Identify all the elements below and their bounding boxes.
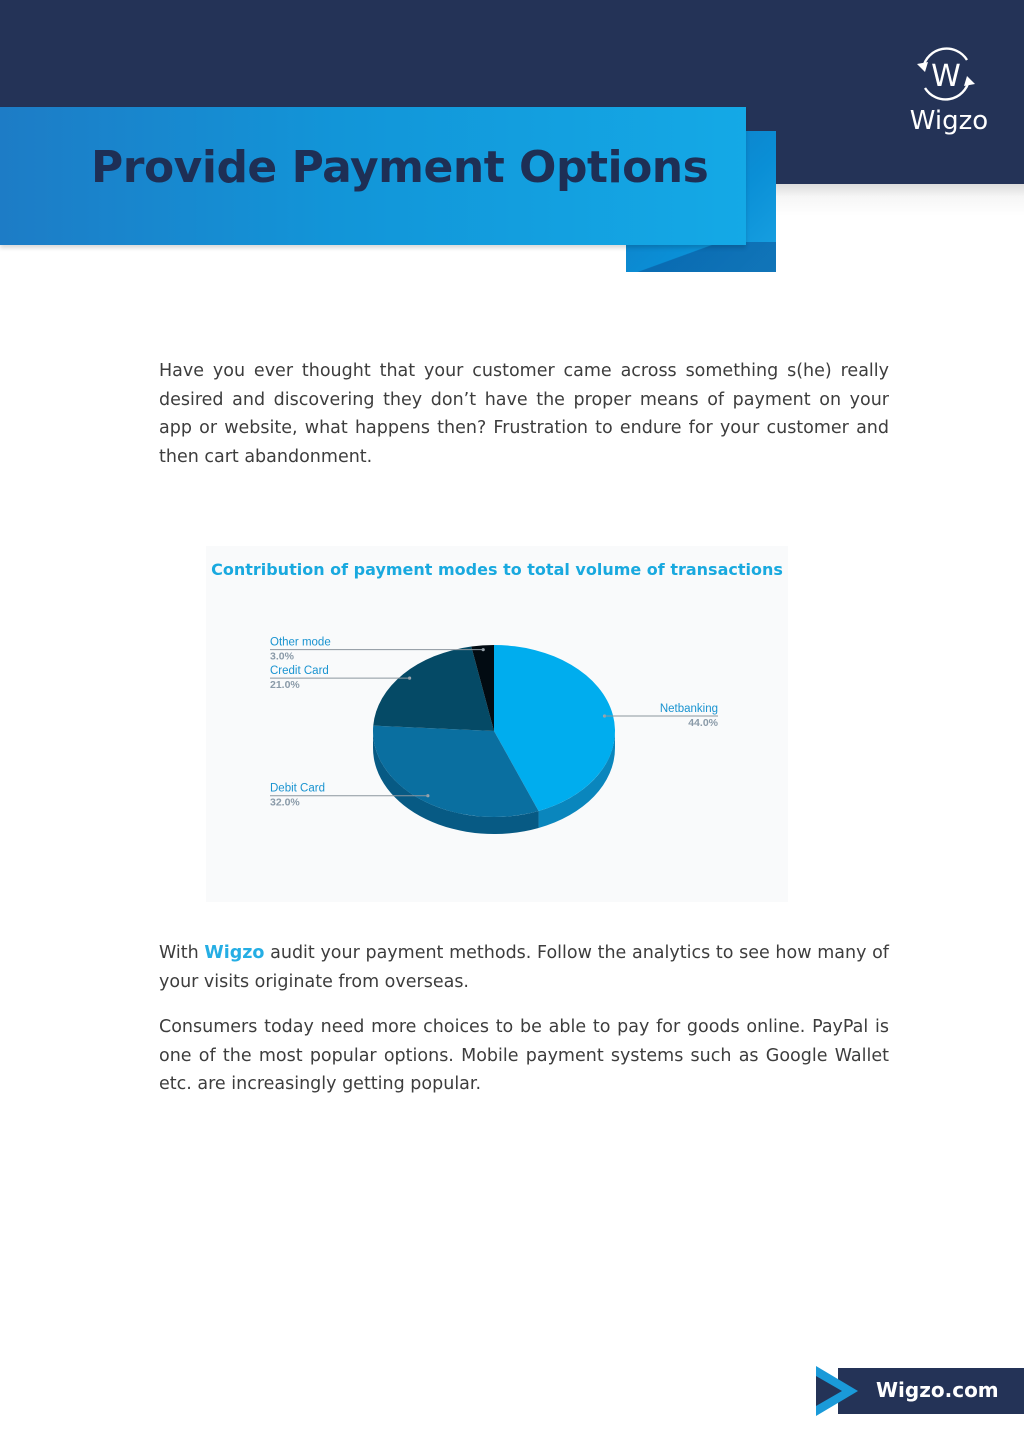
value-debit-card: 32.0% <box>270 796 300 809</box>
audit-brand: Wigzo <box>204 943 265 963</box>
logo-text: Wigzo <box>909 106 989 136</box>
label-credit-card: Credit Card <box>270 665 329 678</box>
value-netbanking: 44.0% <box>688 717 718 730</box>
value-credit-card: 21.0% <box>270 679 300 692</box>
payment-modes-chart <box>206 546 788 902</box>
logo-letter: W <box>931 59 961 94</box>
footer-arrow-icon <box>814 1366 860 1416</box>
consumers-paragraph: Consumers today need more choices to be able to pay for goods online. PayPal is one of the most popular options. Mobile payment systems such as Google Wallet etc. are increasingly getting popular. <box>159 1017 889 1094</box>
label-debit-card: Debit Card <box>270 782 325 795</box>
audit-text: audit your payment methods. Follow the analytics to see how many of your visits originate from overseas. <box>159 943 889 992</box>
pie-chart-svg <box>206 546 788 902</box>
chart-title: Contribution of payment modes to total volume of transactions <box>211 560 783 579</box>
header-shadow <box>776 184 1024 216</box>
label-other-mode: Other mode <box>270 636 331 649</box>
footer-link[interactable]: Wigzo.com <box>876 1378 999 1402</box>
pie-slices <box>373 645 615 817</box>
intro-paragraph: Have you ever thought that your customer came across something s(he) really desired and discovering they don’t have the proper means of payment on your app or website, what happens then? Frustration to endure for your customer and then cart abandonment. <box>159 361 889 467</box>
label-netbanking: Netbanking <box>659 703 718 716</box>
audit-paragraph <box>159 939 889 996</box>
audit-prefix: With <box>159 943 199 963</box>
wigzo-logo-icon <box>911 42 981 106</box>
value-other-mode: 3.0% <box>270 650 294 663</box>
page-title: Provide Payment Options <box>91 142 709 193</box>
